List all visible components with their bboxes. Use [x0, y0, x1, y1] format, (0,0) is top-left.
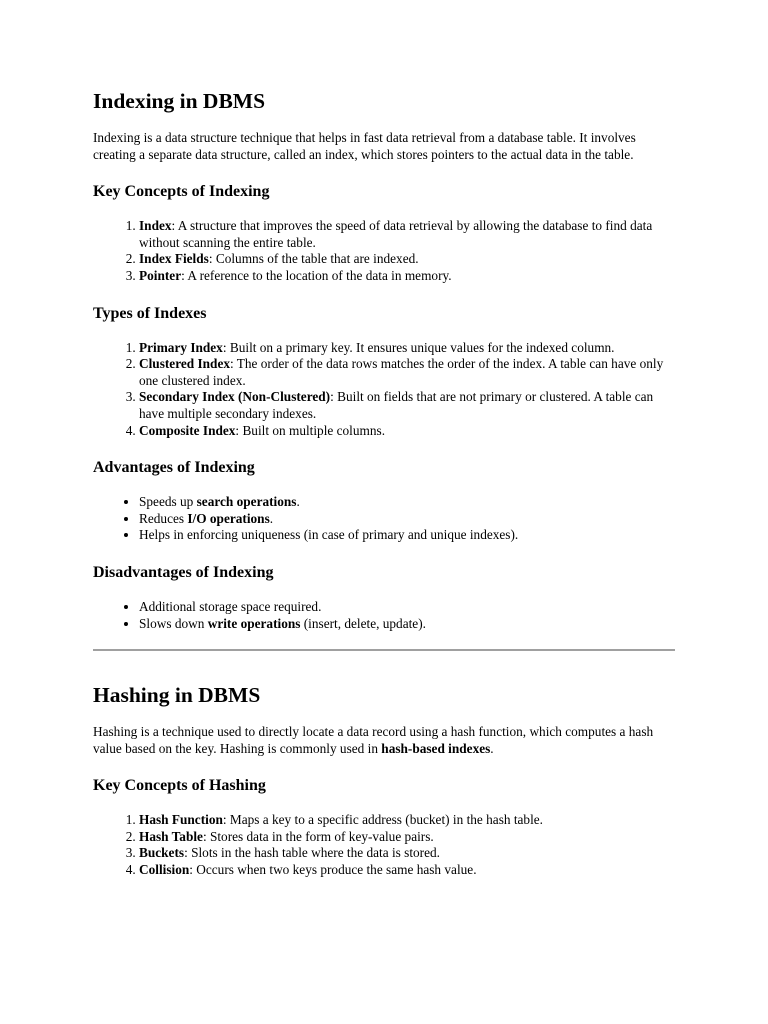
list-item: • Reduces I/O operations.	[139, 511, 675, 528]
list-item: • Helps in enforcing uniqueness (in case of primary and unique indexes).	[139, 527, 675, 544]
list-item: • Additional storage space required.	[139, 599, 675, 616]
list-item: • Speeds up search operations.	[139, 494, 675, 511]
list-item: 2. Index Fields: Columns of the table that are indexed.	[139, 251, 675, 268]
list-item: 2. Clustered Index: The order of the data rows matches the order of the index. A table can have only one clustered index.	[139, 356, 675, 389]
list-item: 1. Index: A structure that improves the speed of data retrieval by allowing the database to find data without scanning the entire table.	[139, 218, 675, 251]
indexing-title: Indexing in DBMS	[93, 89, 266, 113]
indexing-intro: Indexing is a data structure technique that helps in fast data retrieval from a database table. It involves creating a separate data structure, called an index, which stores pointers to the actual data in the table.	[93, 130, 636, 162]
disadvantages-list	[93, 599, 675, 632]
section-divider	[93, 649, 675, 651]
hashing-title: Hashing in DBMS	[93, 683, 261, 708]
hashing-intro: Hashing is a technique used to directly locate a data record using a hash function, which computes a hash value based on the key. Hashing is commonly used in hash-based indexes.	[93, 724, 654, 756]
types-of-indexes-list	[93, 340, 675, 440]
list-item: 3. Secondary Index (Non-Clustered): Built on fields that are not primary or clustered. A table can have multiple secondary indexes.	[139, 389, 675, 422]
list-item: 2. Hash Table: Stores data in the form of key-value pairs.	[139, 829, 675, 846]
list-item: 1. Hash Function: Maps a key to a specific address (bucket) in the hash table.	[139, 812, 675, 829]
indexing-key-concepts-list	[93, 218, 675, 284]
hashing-key-concepts-heading: Key Concepts of Hashing	[93, 777, 266, 795]
list-item: 4. Collision: Occurs when two keys produce the same hash value.	[139, 862, 675, 879]
hashing-key-concepts-list	[93, 812, 675, 878]
list-item: 4. Composite Index: Built on multiple columns.	[139, 423, 675, 440]
list-item: 3. Pointer: A reference to the location of the data in memory.	[139, 268, 675, 285]
list-item: 3. Buckets: Slots in the hash table where the data is stored.	[139, 845, 675, 862]
list-item: 1. Primary Index: Built on a primary key. It ensures unique values for the indexed column.	[139, 340, 675, 357]
document-content	[93, 88, 675, 879]
list-item: • Slows down write operations (insert, delete, update).	[139, 616, 675, 633]
types-of-indexes-heading: Types of Indexes	[93, 304, 207, 322]
disadvantages-heading: Disadvantages of Indexing	[93, 563, 274, 581]
advantages-list	[93, 494, 675, 544]
advantages-heading: Advantages of Indexing	[93, 459, 255, 477]
indexing-key-concepts-heading: Key Concepts of Indexing	[93, 183, 270, 201]
